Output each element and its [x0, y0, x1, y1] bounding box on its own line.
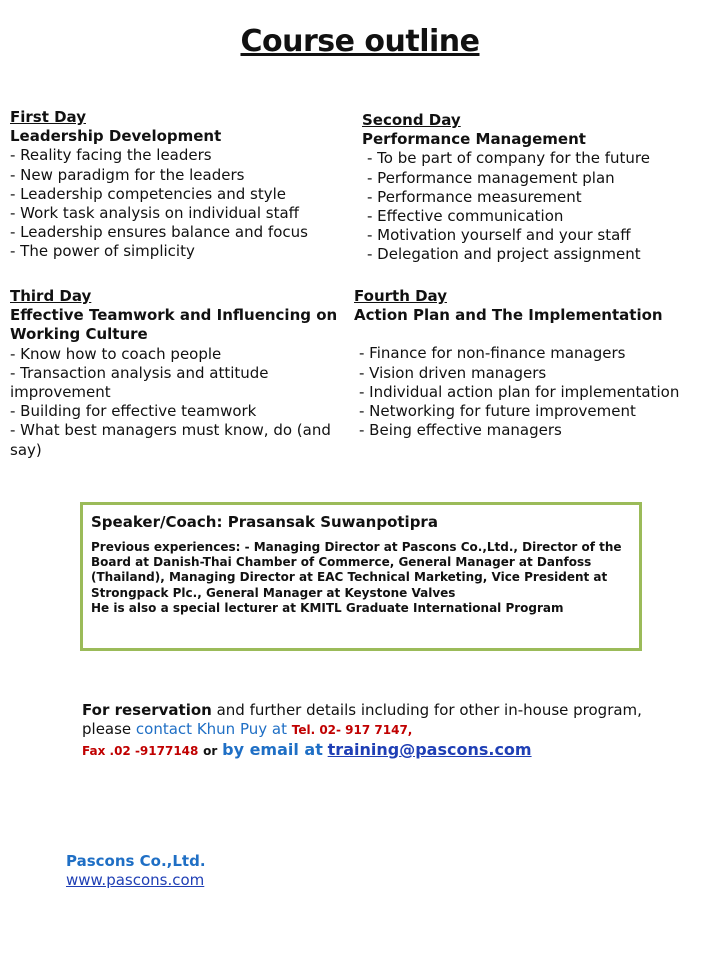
- experience-text: Previous experiences: - Managing Director at Pascons Co.,Ltd., Director of the Board at Danish-Thai Chamber of Commerce, General Manager at Danfoss (Thailand), Managing Director at EAC Technical Marketing, Vice President at Strongpack Plc., General Manager at Keystone Valves: [91, 540, 622, 600]
- topic-item: - Delegation and project assignment: [367, 245, 641, 264]
- topic-item: - Finance for non-finance managers: [359, 344, 626, 363]
- company-website-link[interactable]: www.pascons.com: [66, 871, 205, 889]
- reservation-text: and further details including for other in-house program, please: [82, 701, 642, 738]
- company-info: [66, 852, 206, 890]
- speaker-name: Prasansak Suwanpotipra: [227, 513, 438, 531]
- topic-item: - Motivation yourself and your staff: [367, 226, 631, 245]
- fax-number: Fax .02 -9177148: [82, 744, 199, 758]
- speaker-box: [80, 502, 642, 651]
- topic-item: - New paradigm for the leaders: [10, 165, 245, 184]
- contact-text: contact Khun Puy at: [135, 720, 292, 738]
- topic-list: [10, 345, 350, 460]
- topic-item: - Reality facing the leaders: [10, 146, 212, 165]
- fourth-day-section: [354, 287, 714, 440]
- third-day-section: [10, 287, 350, 460]
- topic-item: - Building for effective teamwork: [10, 402, 257, 421]
- topic-item: - Networking for future improvement: [359, 402, 636, 421]
- speaker-label: Speaker/Coach:: [91, 513, 223, 531]
- by-email-text: by email at: [222, 740, 323, 759]
- day-name: Fourth Day: [354, 287, 447, 305]
- reservation-info: [82, 701, 642, 761]
- email-link[interactable]: training@pascons.com: [327, 740, 532, 759]
- reservation-lead: For reservation: [82, 701, 212, 719]
- speaker-experience: [91, 540, 631, 616]
- day-title: Action Plan and The Implementation: [354, 306, 663, 325]
- topic-item: - Performance management plan: [367, 168, 615, 187]
- second-day-section: [362, 111, 712, 265]
- day-title: Effective Teamwork and Influencing on Working Culture: [10, 306, 338, 344]
- topic-item: - Know how to coach people: [10, 344, 222, 363]
- day-name: Second Day: [362, 111, 461, 129]
- day-name: Third Day: [10, 287, 92, 305]
- lecturer-text: He is also a special lecturer at KMITL Graduate International Program: [91, 600, 564, 615]
- or-text: or: [203, 744, 218, 758]
- phone-comma: ,: [407, 723, 413, 737]
- first-day-section: [10, 108, 350, 262]
- topic-item: - Leadership ensures balance and focus: [10, 223, 308, 242]
- day-title: Leadership Development: [10, 127, 222, 146]
- topic-list: [354, 344, 714, 440]
- topic-item: - Performance measurement: [367, 187, 582, 206]
- topic-item: - Transaction analysis and attitude improvement: [10, 363, 269, 402]
- topic-list: [362, 149, 712, 264]
- topic-list: [10, 146, 350, 261]
- topic-item: - Work task analysis on individual staff: [10, 204, 300, 223]
- page-title: Course outline: [240, 24, 480, 59]
- topic-item: - Effective communication: [367, 207, 564, 226]
- topic-item: - To be part of company for the future: [367, 149, 650, 168]
- topic-item: - What best managers must know, do (and say): [10, 421, 331, 459]
- company-name: Pascons Co.,Ltd.: [66, 852, 206, 870]
- day-name: First Day: [10, 108, 86, 126]
- topic-item: - Leadership competencies and style: [10, 184, 286, 203]
- topic-item: - Individual action plan for implementation: [359, 382, 680, 401]
- topic-item: - Being effective managers: [359, 421, 562, 440]
- topic-item: - Vision driven managers: [359, 363, 547, 382]
- speaker-heading: [91, 512, 631, 532]
- day-title: Performance Management: [362, 130, 586, 149]
- phone-number: Tel. 02- 917 7147: [291, 723, 408, 737]
- topic-item: - The power of simplicity: [10, 242, 195, 261]
